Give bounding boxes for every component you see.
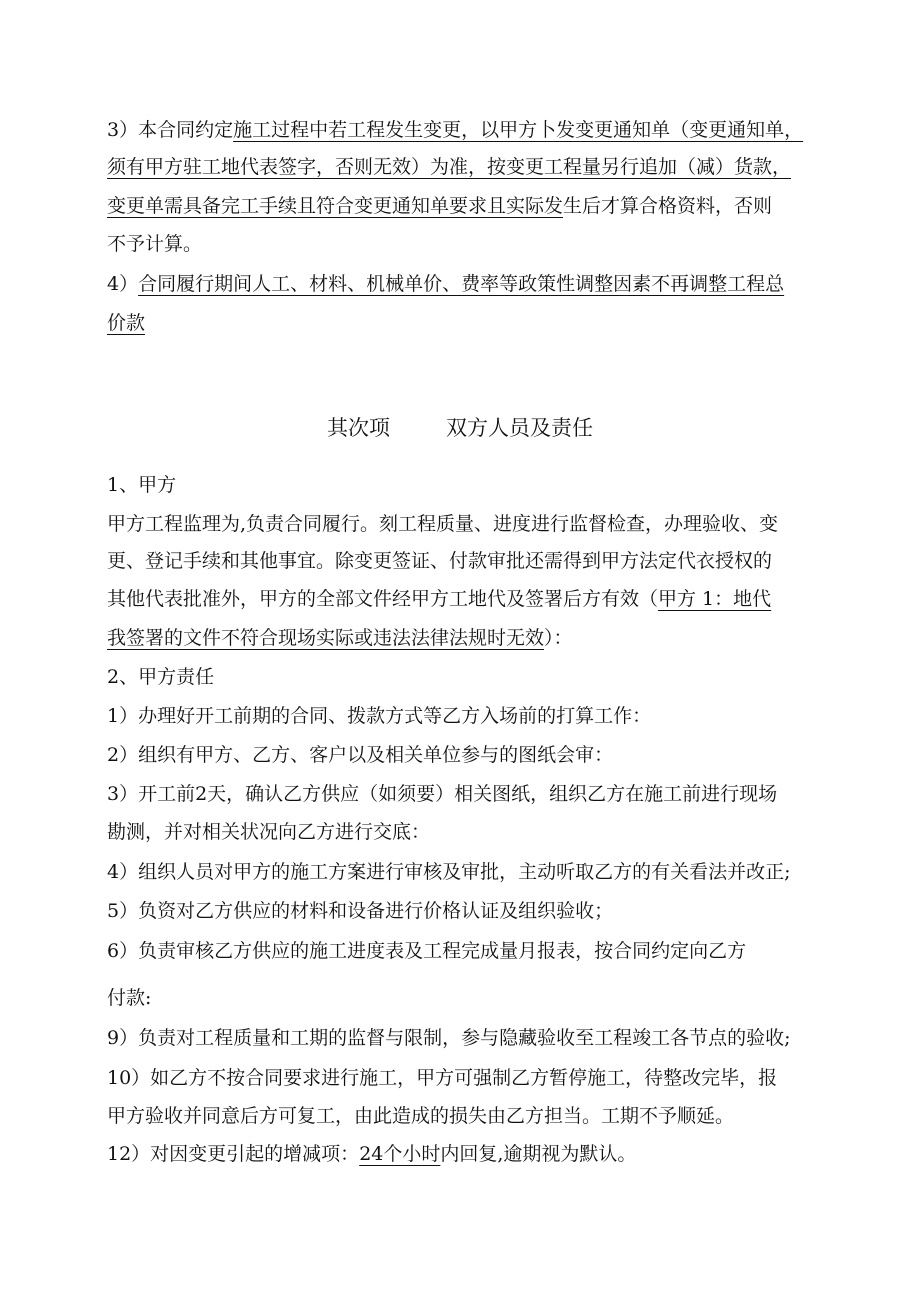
item-12-tail: 内回复,逾期视为默认。 xyxy=(440,1143,637,1165)
responsibility-item-6-line-2: 付款: xyxy=(107,987,152,1009)
clause-4-prefix: 4） xyxy=(107,273,139,295)
clause-3-line-1 xyxy=(107,118,803,142)
responsibility-item-9: 9）负责对工程质量和工期的监督与限制，参与隐藏验收至工程竣工各节点的验收; xyxy=(107,1027,791,1049)
responsibility-item-4: 4）组织人员对甲方的施工方案进行审核及审批，主动听取乙方的有关看法并改正; xyxy=(107,861,791,883)
party-a-desc-tail: ）： xyxy=(544,627,573,649)
clause-3-underlined-text: 施工过程中若工程发生变更，以甲方卜发变更通知单（变更通知单， xyxy=(233,119,804,141)
section-title: 双方人员及责任 xyxy=(446,416,593,440)
responsibility-item-10-line-1: 10）如乙方不按合同要求进行施工，甲方可强制乙方暂停施工，待整改完毕，报 xyxy=(107,1067,778,1089)
clause-4-line-2: 价款 xyxy=(107,312,146,334)
responsibility-item-5: 5）负资对乙方供应的材料和设备进行价格认证及组织验收； xyxy=(107,900,614,922)
party-a-desc-line-1: 甲方工程监理为,负责合同履行。刻工程质量、进度进行监督检查，办理验收、变 xyxy=(107,513,779,535)
party-a-desc-line-3 xyxy=(107,587,771,611)
party-a-desc-text: 其他代表批准外，甲方的全部文件经甲方工地代及签署后方有效（ xyxy=(107,588,659,610)
party-a-desc-line-2: 更、登记手续和其他事宜。除变更签证、付款审批还需得到甲方法定代衣授权的 xyxy=(107,550,773,572)
party-a-desc-line-4 xyxy=(107,626,573,650)
clause-3-line-2: 须有甲方驻工地代表签字，否则无效）为准，按变更工程量另行追加（减）货款， xyxy=(107,156,792,178)
clause-4-line-1 xyxy=(107,272,784,296)
clause-4-underlined-text: 合同履行期间人工、材料、机械单价、费率等政策性调整因素不再调整工程总 xyxy=(138,273,785,295)
clause-3-line-4: 不予计算。 xyxy=(107,233,203,255)
responsibility-label: 2、甲方责任 xyxy=(107,666,215,688)
party-a-desc-underlined: 甲方 1：地代 xyxy=(658,588,772,610)
responsibility-item-3-line-2: 勘测，并对相关状况向乙方进行交底： xyxy=(107,821,431,843)
responsibility-item-2: 2）组织有甲方、乙方、客户以及相关单位参与的图纸会审： xyxy=(107,744,614,766)
party-a-label: 1、甲方 xyxy=(107,474,177,496)
party-a-desc-underlined-2: 我签署的文件不符合现场实际或违法法律法规时无效 xyxy=(107,627,545,649)
responsibility-item-10-line-2: 甲方验收并同意后方可复工，由此造成的损失由乙方担当。工期不予顺延。 xyxy=(107,1105,735,1127)
item-12-underlined: 24个小时 xyxy=(359,1143,441,1165)
responsibility-item-12 xyxy=(107,1142,636,1166)
responsibility-item-3-line-1: 3）开工前2天，确认乙方供应（如须要）相关图纸，组织乙方在施工前进行现场 xyxy=(107,783,778,805)
clause-3-prefix: 3）本合同约定 xyxy=(107,119,234,141)
section-number: 其次项 xyxy=(327,416,390,440)
clause-3-line-3 xyxy=(107,194,772,218)
clause-3-text: 生后才算合格资料，否则 xyxy=(563,195,773,217)
item-12-text: 12）对因变更引起的增减项： xyxy=(107,1143,360,1165)
responsibility-item-1: 1）办理好开工前期的合同、拨款方式等乙方入场前的打算工作： xyxy=(107,705,652,727)
responsibility-item-6-line-1: 6）负责审核乙方供应的施工进度表及工程完成量月报表，按合同约定向乙方 xyxy=(107,940,747,962)
clause-3-underlined-text-2: 变更单需具备完工手续且符合变更通知单要求且实际发 xyxy=(107,195,564,217)
section-heading xyxy=(0,412,920,442)
